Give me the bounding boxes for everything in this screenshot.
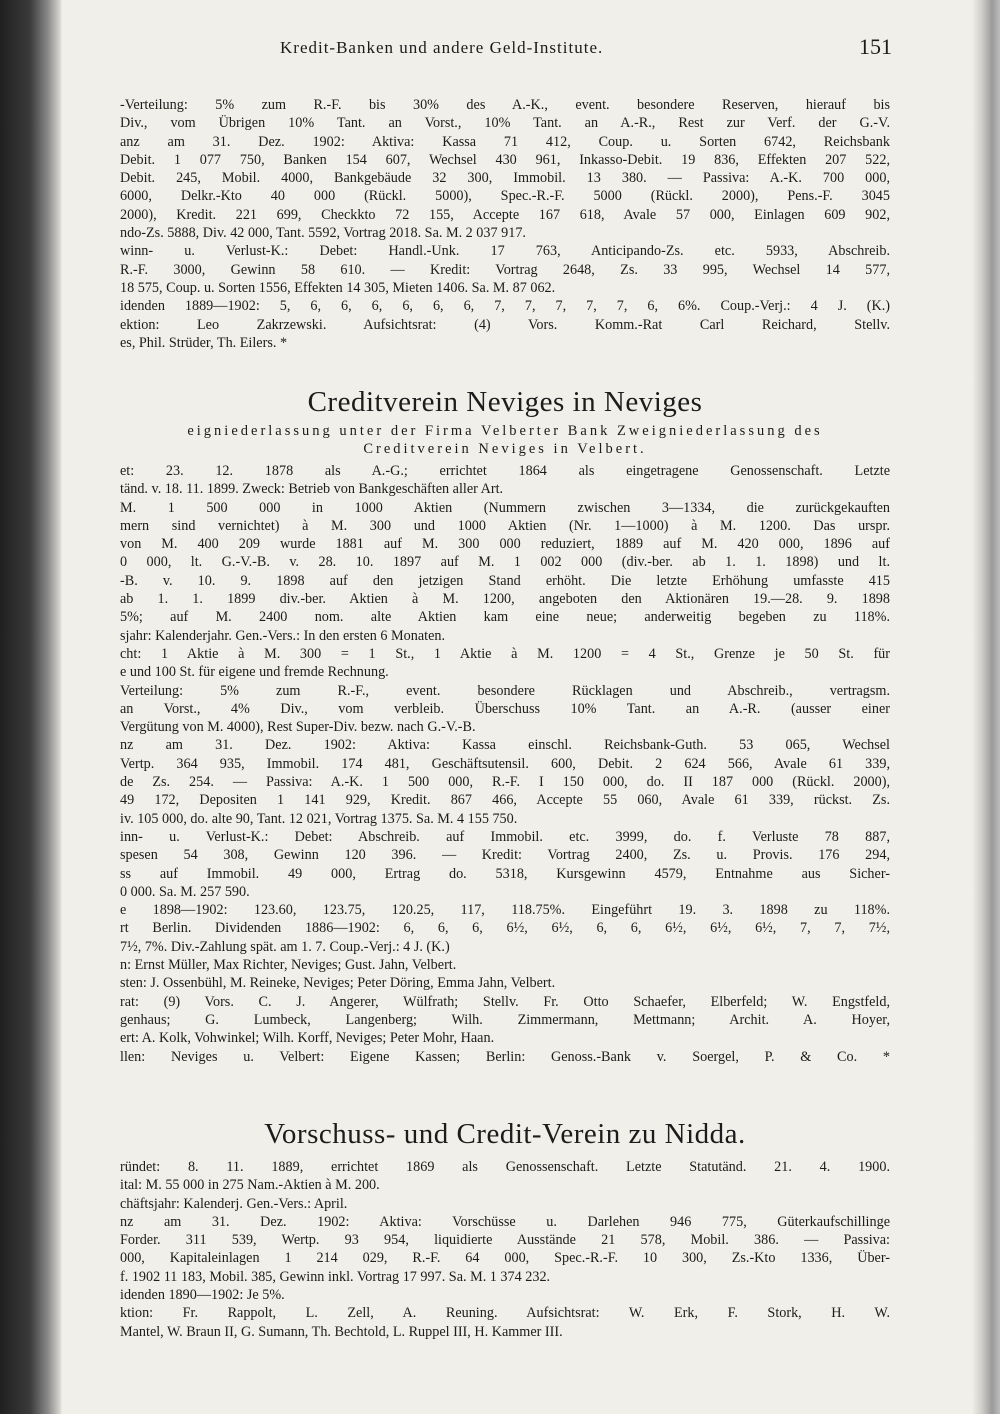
text-line: ndo-Zs. 5888, Div. 42 000, Tant. 5592, Vortrag 2018. Sa. M. 2 037 917. [120, 225, 526, 242]
top-entry [120, 96, 890, 352]
text-line: tänd. v. 18. 11. 1899. Zweck: Betrieb von Bankgeschäften aller Art. [120, 481, 504, 498]
text-line: Vertp. 364 935, Immobil. 174 481, Geschäftsutensil. 600, Debit. 2 624 566, Avale 61 339, [120, 755, 890, 772]
page-number: 151 [859, 34, 892, 59]
text-line: sjahr: Kalenderjahr. Gen.-Vers.: In den ersten 6 Monaten. [120, 627, 446, 644]
text-line: chäftsjahr: Kalenderj. Gen.-Vers.: April. [120, 1195, 348, 1212]
text-line: idenden 1889—1902: 5, 6, 6, 6, 6, 6, 6, 7, 7, 7, 7, 7, 6, 6%. Coup.-Verj.: 4 J. (K.) [120, 298, 890, 315]
text-line: 0 000, lt. G.-V.-B. v. 28. 10. 1897 auf M. 1 002 000 (div.-ber. ab 1. 1. 1898) und lt. [120, 554, 890, 571]
text-line: cht: 1 Aktie à M. 300 = 1 St., 1 Aktie à M. 1200 = 4 St., Grenze je 50 St. für [120, 645, 890, 662]
text-line: R.-F. 3000, Gewinn 58 610. — Kredit: Vortrag 2648, Zs. 33 995, Wechsel 14 577, [120, 261, 890, 278]
section-title-neviges: Creditverein Neviges in Neviges [307, 386, 703, 418]
text-line: ital: M. 55 000 in 275 Nam.-Aktien à M. 200. [120, 1177, 380, 1194]
text-line: Debit. 1 077 750, Banken 154 607, Wechsel 430 961, Inkasso-Debit. 19 836, Effekten 207 522, [120, 151, 890, 168]
neviges-subtitle [120, 422, 890, 458]
text-line: Debit. 245, Mobil. 4000, Bankgebäude 32 300, Immobil. 13 380. — Passiva: A.-K. 700 000, [120, 170, 890, 187]
text-line: winn- u. Verlust-K.: Debet: Handl.-Unk. 17 763, Anticipando-Zs. etc. 5933, Abschreib. [120, 243, 890, 260]
text-line: von M. 400 209 wurde 1881 auf M. 300 000 reduziert, 1889 auf M. 420 000, 1896 auf [120, 536, 890, 553]
text-line: ss auf Immobil. 49 000, Ertrag do. 5318, Kursgewinn 4579, Entnahme aus Sicher- [120, 865, 890, 882]
text-line: 49 172, Depositen 1 141 929, Kredit. 867 466, Accepte 55 060, Avale 61 339, rückst. Zs. [120, 792, 890, 809]
text-line: anz am 31. Dez. 1902: Aktiva: Kassa 71 412, Coup. u. Sorten 6742, Reichsbank [120, 133, 890, 150]
text-line: de Zs. 254. — Passiva: A.-K. 1 500 000, R.-F. I 150 000, do. II 187 000 (Rückl. 2000), [120, 774, 890, 791]
section-title-nidda: Vorschuss- und Credit-Verein zu Nidda. [264, 1118, 746, 1150]
text-line: ktion: Fr. Rappolt, L. Zell, A. Reuning. Aufsichtsrat: W. Erk, F. Stork, H. W. [120, 1305, 890, 1322]
text-line: 2000), Kredit. 221 699, Checkkto 72 155, Accepte 167 618, Avale 57 000, Einlagen 609 902, [120, 206, 890, 223]
text-line: 6000, Delkr.-Kto 40 000 (Rückl. 5000), Spec.-R.-F. 5000 (Rückl. 2000), Pens.-F. 3045 [120, 188, 890, 205]
text-line: Vergütung von M. 4000), Rest Super-Div. bezw. nach G.-V.-B. [120, 719, 476, 736]
nidda-entry [120, 1158, 890, 1341]
text-line: e 1898—1902: 123.60, 123.75, 120.25, 117, 118.75%. Eingeführt 19. 3. 1898 zu 118%. [120, 902, 890, 919]
text-line: es, Phil. Strüder, Th. Eilers. * [120, 334, 288, 351]
text-line: -B. v. 10. 9. 1898 auf den jetzigen Stand erhöht. Die letzte Erhöhung umfasste 415 [120, 572, 890, 589]
text-line: f. 1902 11 183, Mobil. 385, Gewinn inkl. Vortrag 17 997. Sa. M. 1 374 232. [120, 1268, 551, 1285]
text-line: Div., vom Übrigen 10% Tant. an Vorst., 10% Tant. an A.-R., Rest zur Verf. der G.-V. [120, 115, 890, 132]
subtitle-line: eigniederlassung unter der Firma Velberter Bank Zweigniederlassung des Creditverein Neviges in Velbert. [187, 423, 823, 457]
text-line: mern sind vernichtet) à M. 300 und 1000 Aktien (Nr. 1—1000) à M. 1200. Das urspr. [120, 517, 890, 534]
text-line: M. 1 500 000 in 1000 Aktien (Nummern zwischen 3—1334, die zurückgekauften [120, 499, 890, 516]
page-edge-shadow [972, 0, 1000, 1414]
text-line: Forder. 311 539, Wertp. 93 954, liquidierte Ausstände 21 578, Mobil. 386. — Passiva: [120, 1232, 890, 1249]
text-line: 5%; auf M. 2400 nom. alte Aktien kam eine neue; anderweitig begeben zu 118%. [120, 609, 890, 626]
text-line: spesen 54 308, Gewinn 120 396. — Kredit: Vortrag 2400, Zs. u. Provis. 176 294, [120, 847, 890, 864]
text-line: ert: A. Kolk, Vohwinkel; Wilh. Korff, Neviges; Peter Mohr, Haan. [120, 1030, 495, 1047]
text-line: -Verteilung: 5% zum R.-F. bis 30% des A.-K., event. besondere Reserven, hierauf bis [120, 97, 890, 113]
text-line: nz am 31. Dez. 1902: Aktiva: Vorschüsse u. Darlehen 946 775, Güterkaufschillinge [120, 1213, 890, 1230]
text-line: inn- u. Verlust-K.: Debet: Abschreib. auf Immobil. etc. 3999, do. f. Verluste 78 887, [120, 828, 890, 845]
text-line: ründet: 8. 11. 1889, errichtet 1869 als Genossenschaft. Letzte Statutänd. 21. 4. 1900. [120, 1159, 890, 1175]
text-line: n: Ernst Müller, Max Richter, Neviges; Gust. Jahn, Velbert. [120, 957, 457, 974]
text-line: genhaus; G. Lumbeck, Langenberg; Wilh. Zimmermann, Mettmann; Archit. A. Hoyer, [120, 1011, 890, 1028]
text-line: rat: (9) Vors. C. J. Angerer, Wülfrath; Stellv. Fr. Otto Schaefer, Elberfeld; W. Engstfeld, [120, 993, 890, 1010]
text-line: Mantel, W. Braun II, G. Sumann, Th. Bechtold, L. Ruppel III, H. Kammer III. [120, 1323, 563, 1340]
text-line: iv. 105 000, do. alte 90, Tant. 12 021, Vortrag 1375. Sa. M. 4 155 750. [120, 810, 518, 827]
bleed-through-margin [62, 100, 118, 1360]
text-line: ektion: Leo Zakrzewski. Aufsichtsrat: (4) Vors. Komm.-Rat Carl Reichard, Stellv. [120, 316, 890, 333]
text-line: idenden 1890—1902: Je 5%. [120, 1287, 285, 1304]
running-head: Kredit-Banken und andere Geld-Institute. [280, 38, 604, 57]
text-line: Verteilung: 5% zum R.-F., event. besondere Rücklagen und Abschreib., vertragsm. [120, 682, 890, 699]
text-line: e und 100 St. für eigene und fremde Rechnung. [120, 664, 389, 681]
text-line: 18 575, Coup. u. Sorten 1556, Effekten 14 305, Mieten 1406. Sa. M. 87 062. [120, 279, 556, 296]
text-line: ab 1. 1. 1899 div.-ber. Aktien à M. 1200, angeboten den Aktionären 19.—28. 9. 1898 [120, 591, 890, 608]
text-line: rt Berlin. Dividenden 1886—1902: 6, 6, 6, 6½, 6½, 6, 6, 6½, 6½, 6½, 7, 7, 7½, [120, 920, 890, 937]
text-line: et: 23. 12. 1878 als A.-G.; errichtet 1864 als eingetragene Genossenschaft. Letzte [120, 463, 890, 479]
text-line: an Vorst., 4% Div., vom verbleib. Überschuss 10% Tant. an A.-R. (ausser einer [120, 700, 890, 717]
page-content [120, 30, 890, 1400]
neviges-entry [120, 462, 890, 1066]
text-line: 000, Kapitaleinlagen 1 214 029, R.-F. 64 000, Spec.-R.-F. 10 300, Zs.-Kto 1336, Über- [120, 1250, 890, 1267]
text-line: nz am 31. Dez. 1902: Aktiva: Kassa einschl. Reichsbank-Guth. 53 065, Wechsel [120, 737, 890, 754]
binding-shadow [0, 0, 62, 1414]
text-line: 0 000. Sa. M. 257 590. [120, 883, 250, 900]
text-line: llen: Neviges u. Velbert: Eigene Kassen; Berlin: Genoss.-Bank v. Soergel, P. & Co. * [120, 1048, 890, 1065]
text-line: 7½, 7%. Div.-Zahlung spät. am 1. 7. Coup.-Verj.: 4 J. (K.) [120, 938, 450, 955]
text-line: sten: J. Ossenbühl, M. Reineke, Neviges; Peter Döring, Emma Jahn, Velbert. [120, 975, 556, 992]
